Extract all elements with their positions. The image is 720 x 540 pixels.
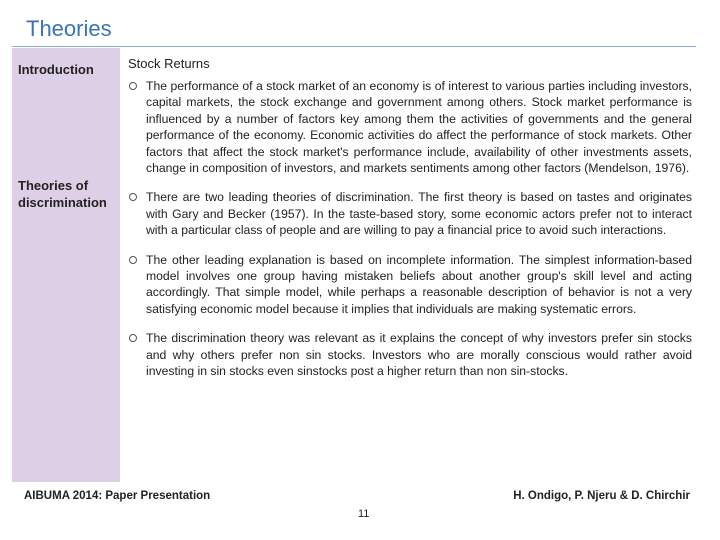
bullet-text: There are two leading theories of discrimination. The first theory is based on tastes and originates with Gary and Becker (1957). In the taste-based story, some economic actors prefer not to interact with a particular class of people and are willing to pay a financial price to avoid such interactions. bbox=[146, 190, 692, 238]
bullet-icon bbox=[129, 256, 137, 264]
sidebar-item-theories-of-discrimination: Theories of discrimination bbox=[18, 178, 107, 210]
bullet-item bbox=[128, 189, 692, 238]
sidebar-item-introduction: Introduction bbox=[18, 62, 94, 77]
bullet-list bbox=[128, 78, 692, 393]
footer-conference: AIBUMA 2014: Paper Presentation bbox=[24, 490, 211, 502]
bullet-item bbox=[128, 330, 692, 379]
slide-title: Theories bbox=[26, 16, 112, 41]
footer-authors: H. Ondigo, P. Njeru & D. Chirchir bbox=[513, 490, 690, 502]
bullet-item bbox=[128, 78, 692, 176]
page-number: 11 bbox=[358, 508, 370, 520]
bullet-text: The other leading explanation is based on incomplete information. The simplest information-based model involves one group having mistaken beliefs about another group's skill level and acting accordingly. That simple model, while perhaps a reasonable description of behavior is not a very satisfying economic model because it implies that individuals are making systematic errors. bbox=[146, 252, 692, 316]
bullet-text: The discrimination theory was relevant as it explains the concept of why investors prefer sin stocks and why others prefer non sin stocks. Investors who are morally conscious would rather avoid investing in sin stocks even sinstocks post a higher return than non sin-stocks. bbox=[146, 331, 692, 379]
bullet-item bbox=[128, 252, 692, 318]
section-heading: Stock Returns bbox=[128, 56, 210, 71]
title-divider bbox=[12, 46, 696, 47]
sidebar bbox=[12, 48, 120, 482]
bullet-icon bbox=[129, 334, 137, 342]
bullet-icon bbox=[129, 82, 137, 90]
bullet-icon bbox=[129, 193, 137, 201]
bullet-text: The performance of a stock market of an economy is of interest to various parties including investors, capital markets, the stock exchange and government among others. Stock market performance is influenced by a number of factors key among them the activities of governments and the general performance of the economy. Economic activities do affect the performance of stock markets. Other factors that affect the stock market's performance include, availability of other investments assets, change in composition of investors, and markets sentiments among other factors (Mendelson, 1976). bbox=[146, 79, 692, 176]
